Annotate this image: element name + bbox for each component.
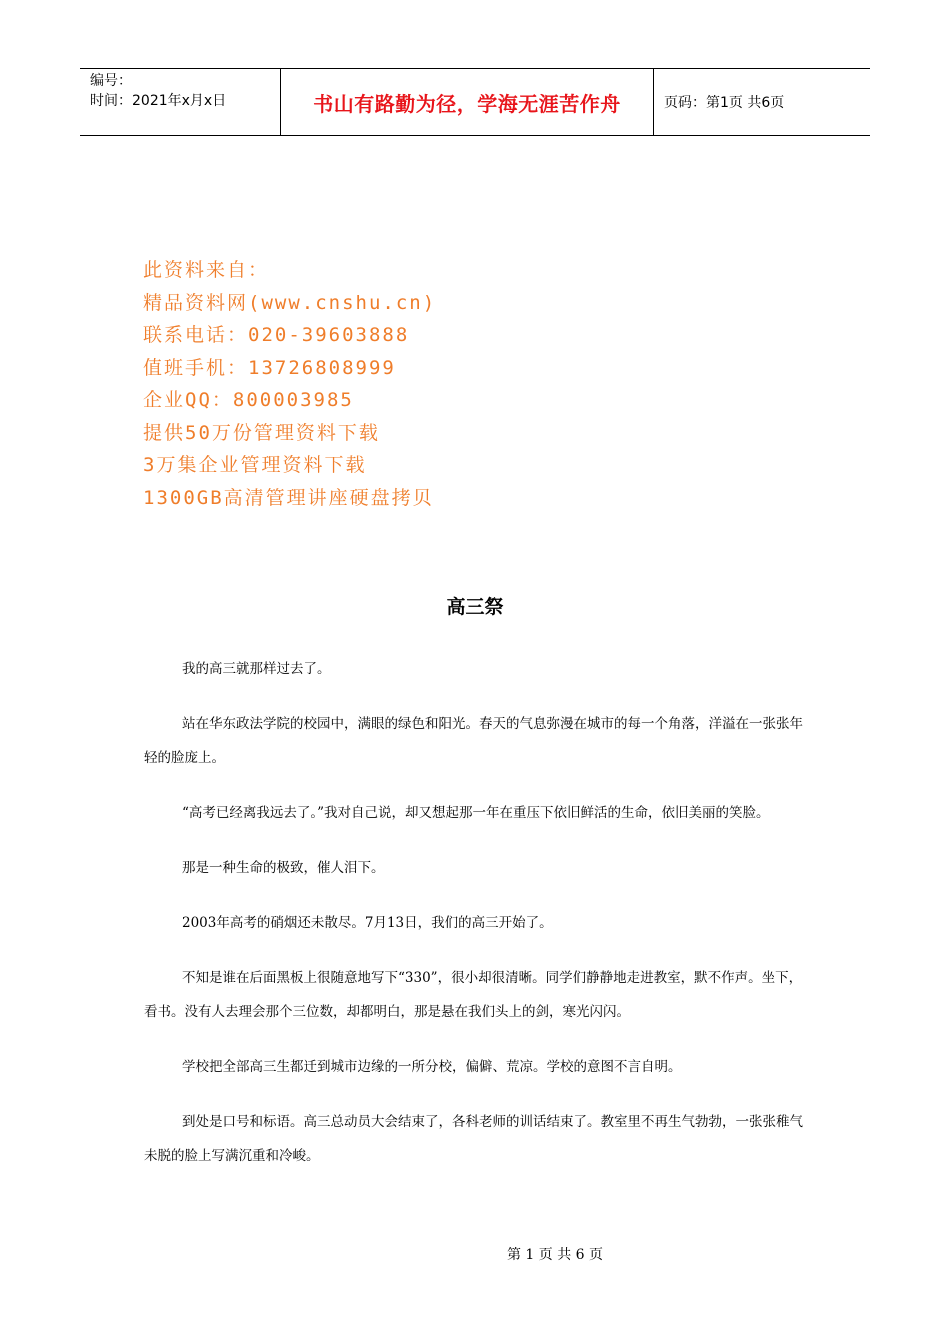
header-meta — [80, 69, 281, 135]
article-paragraph: 不知是谁在后面黑板上很随意地写下“330”，很小却很清晰。同学们静静地走进教室，默不作声。坐下，看书。没有人去理会那个三位数，却都明白，那是悬在我们头上的剑，寒光闪闪。 — [144, 970, 803, 1020]
promo-block — [143, 254, 436, 514]
article-paragraph: 2003年高考的硝烟还未散尽。7月13日，我们的高三开始了。 — [182, 915, 553, 931]
promo-line: 联系电话：020-39603888 — [143, 324, 410, 346]
date-label: 时间：2021年x月x日 — [90, 93, 227, 109]
header-page-info: 页码：第1页 共6页 — [664, 95, 785, 111]
promo-line: 提供50万份管理资料下载 — [143, 421, 380, 444]
number-label: 编号： — [90, 73, 132, 89]
article-body — [144, 652, 804, 1194]
article-paragraph: 站在华东政法学院的校园中，满眼的绿色和阳光。春天的气息弥漫在城市的每一个角落，洋溢在一张张年轻的脸庞上。 — [144, 716, 803, 766]
article-paragraph: 到处是口号和标语。高三总动员大会结束了，各科老师的训话结束了。教室里不再生气勃勃，一张张稚气未脱的脸上写满沉重和冷峻。 — [144, 1114, 803, 1164]
article-paragraph: 我的高三就那样过去了。 — [182, 661, 331, 677]
promo-line: 企业QQ：800003985 — [143, 389, 354, 411]
promo-line: 此资料来自： — [143, 259, 270, 281]
document-header — [80, 68, 870, 136]
article-paragraph: 学校把全部高三生都迁到城市边缘的一所分校，偏僻、荒凉。学校的意图不言自明。 — [182, 1059, 682, 1075]
promo-line: 1300GB高清管理讲座硬盘拷贝 — [143, 486, 434, 509]
article-title: 高三祭 — [446, 596, 504, 618]
article-paragraph: 那是一种生命的极致，催人泪下。 — [182, 860, 385, 876]
promo-line: 精品资料网(www.cnshu.cn) — [143, 291, 437, 314]
promo-line: 值班手机：13726808999 — [143, 356, 396, 379]
article-paragraph: “高考已经离我远去了。”我对自己说，却又想起那一年在重压下依旧鲜活的生命，依旧美丽的笑脸。 — [182, 805, 770, 821]
page-footer: 第 1 页 共 6 页 — [506, 1247, 604, 1263]
promo-line: 3万集企业管理资料下载 — [143, 454, 367, 476]
header-motto: 书山有路勤为径，学海无涯苦作舟 — [281, 69, 654, 135]
